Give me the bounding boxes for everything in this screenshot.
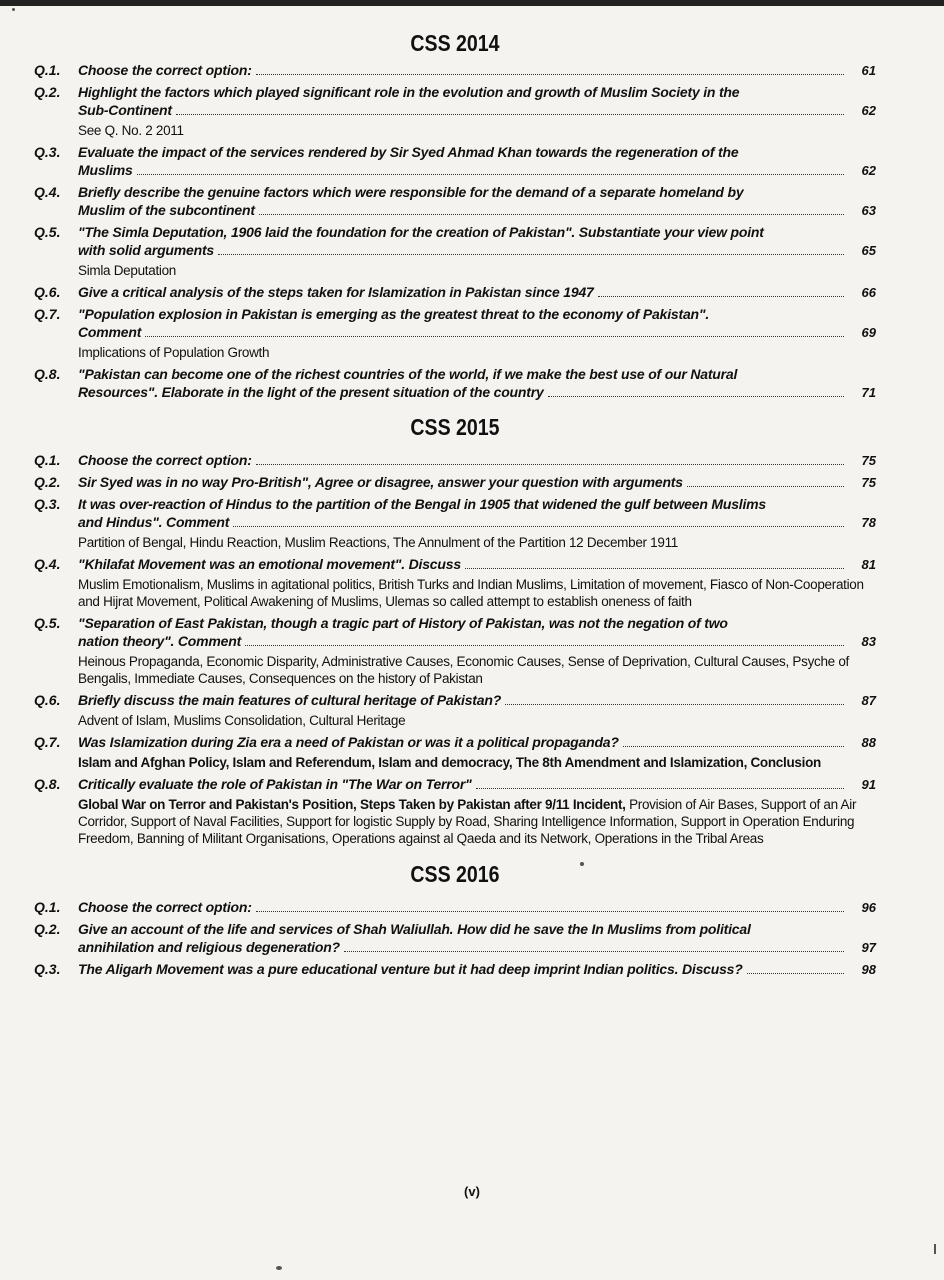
section-title: CSS 2014 bbox=[410, 30, 500, 56]
topic-note bbox=[78, 796, 876, 847]
page-ref: 88 bbox=[861, 735, 876, 750]
question-text: "Separation of East Pakistan, though a tragic part of History of Pakistan, was not the negation of two bbox=[78, 615, 728, 631]
page-ref: 71 bbox=[861, 385, 876, 400]
question-number: Q.7. bbox=[34, 734, 61, 750]
page-ref: 65 bbox=[861, 243, 876, 258]
topic-note: Advent of Islam, Muslims Consolidation, Cultural Heritage bbox=[78, 713, 406, 728]
page-ref: 61 bbox=[861, 63, 876, 78]
question-text-tail: Muslim of the subcontinent bbox=[78, 202, 255, 218]
dot-leader bbox=[747, 973, 844, 974]
question-text-tail: and Hindus". Comment bbox=[78, 514, 230, 530]
topic-note: Simla Deputation bbox=[78, 263, 177, 278]
toc-entry[interactable] bbox=[34, 920, 876, 957]
toc-entry[interactable] bbox=[34, 61, 876, 80]
page-top-border bbox=[0, 0, 944, 6]
toc-entry[interactable] bbox=[34, 775, 876, 847]
topic-note: Partition of Bengal, Hindu Reaction, Muslim Reactions, The Annulment of the Partition 12 December 1911 bbox=[78, 535, 678, 550]
topic-note: Heinous Propaganda, Economic Disparity, Administrative Causes, Economic Causes, Sense of Deprivation, Cultural Causes, Psyche of Bengalis, Immediate Causes, Consequences on the history of Pakistan bbox=[78, 654, 849, 686]
toc-entry[interactable] bbox=[34, 365, 876, 402]
page-ref: 78 bbox=[861, 515, 876, 530]
question-number: Q.1. bbox=[34, 899, 61, 915]
page-ref: 62 bbox=[861, 163, 876, 178]
question-text-tail: Sir Syed was in no way Pro-British", Agree or disagree, answer your question with arguments bbox=[78, 474, 683, 490]
question-text: "Population explosion in Pakistan is emerging as the greatest threat to the economy of Pakistan". bbox=[78, 306, 710, 322]
toc-entry[interactable] bbox=[34, 733, 876, 771]
toc-entry[interactable] bbox=[34, 223, 876, 279]
question-number: Q.5. bbox=[34, 224, 61, 240]
page-ref: 96 bbox=[861, 900, 876, 915]
dot-leader bbox=[623, 746, 844, 747]
page-ref: 91 bbox=[861, 777, 876, 792]
page-ref: 81 bbox=[861, 557, 876, 572]
toc-entry[interactable] bbox=[34, 495, 876, 551]
question-number: Q.8. bbox=[34, 366, 61, 382]
question-text-tail: The Aligarh Movement was a pure educational venture but it had deep imprint Indian politics. Discuss? bbox=[78, 961, 743, 977]
scan-speck bbox=[276, 1266, 282, 1270]
toc-entry[interactable] bbox=[34, 898, 876, 917]
dot-leader bbox=[687, 486, 844, 487]
dot-leader bbox=[256, 74, 844, 75]
question-number: Q.2. bbox=[34, 921, 61, 937]
question-number: Q.7. bbox=[34, 306, 61, 322]
question-number: Q.8. bbox=[34, 776, 61, 792]
dot-leader bbox=[476, 788, 844, 789]
toc-entry[interactable] bbox=[34, 305, 876, 361]
topic-note-rest: Provision of Air Bases, Support of an Air Corridor, Support of Naval Facilities, Support for logistic Supply by Road, Sharing Intelligence Information, Support in Operation Enduring Freedom, Banning of Militant Organisations, Operations against al Qaeda and its Network, Operations in the Tribal Areas bbox=[78, 797, 857, 846]
question-text: Give an account of the life and services of Shah Waliullah. How did he save the In Muslims from political bbox=[78, 921, 751, 937]
question-text-tail: Muslims bbox=[78, 162, 133, 178]
dot-leader bbox=[218, 254, 844, 255]
section-title: CSS 2016 bbox=[410, 861, 500, 887]
dot-leader bbox=[344, 951, 844, 952]
topic-note-bold: Global War on Terror and Pakistan's Position, Steps Taken by Pakistan after 9/11 Incident, bbox=[78, 797, 626, 812]
toc-entry[interactable] bbox=[34, 614, 876, 687]
dot-leader bbox=[505, 704, 844, 705]
question-text-tail: Comment bbox=[78, 324, 142, 340]
question-text-tail: "Khilafat Movement was an emotional movement". Discuss bbox=[78, 556, 461, 572]
dot-leader bbox=[245, 645, 844, 646]
page-ref: 83 bbox=[861, 634, 876, 649]
page-ref: 63 bbox=[861, 203, 876, 218]
question-number: Q.4. bbox=[34, 184, 61, 200]
question-text: "The Simla Deputation, 1906 laid the foundation for the creation of Pakistan". Substantiate your view point bbox=[78, 224, 764, 240]
question-text-tail: Critically evaluate the role of Pakistan in "The War on Terror" bbox=[78, 776, 472, 792]
section-title: CSS 2015 bbox=[410, 414, 500, 440]
topic-note: Implications of Population Growth bbox=[78, 345, 270, 360]
toc-entry[interactable] bbox=[34, 83, 876, 139]
toc-entry[interactable] bbox=[34, 183, 876, 220]
dot-leader bbox=[176, 114, 844, 115]
page-ref: 69 bbox=[861, 325, 876, 340]
page-number: (v) bbox=[464, 1184, 480, 1199]
question-text-tail: Choose the correct option: bbox=[78, 452, 252, 468]
dot-leader bbox=[137, 174, 844, 175]
page-ref: 66 bbox=[861, 285, 876, 300]
page-ref: 97 bbox=[861, 940, 876, 955]
toc-entry[interactable] bbox=[34, 451, 876, 470]
question-number: Q.1. bbox=[34, 452, 61, 468]
topic-note: See Q. No. 2 2011 bbox=[78, 123, 184, 138]
table-of-contents bbox=[34, 26, 876, 982]
scan-speck bbox=[580, 862, 584, 866]
dot-leader bbox=[465, 568, 844, 569]
dot-leader bbox=[145, 336, 844, 337]
page-ref: 75 bbox=[861, 475, 876, 490]
topic-note: Muslim Emotionalism, Muslims in agitational politics, British Turks and Indian Muslims, Limitation of movement, Fiasco of Non-Cooperation and Hijrat Movement, Political Awakening of Muslims, Ulemas so called attempt to establish oneness of faith bbox=[78, 577, 864, 609]
dot-leader bbox=[259, 214, 844, 215]
question-text-tail: Briefly discuss the main features of cultural heritage of Pakistan? bbox=[78, 692, 502, 708]
question-text-tail: Sub-Continent bbox=[78, 102, 172, 118]
toc-entry[interactable] bbox=[34, 555, 876, 610]
question-number: Q.5. bbox=[34, 615, 61, 631]
question-text: Evaluate the impact of the services rendered by Sir Syed Ahmad Khan towards the regeneration of the bbox=[78, 144, 739, 160]
dot-leader bbox=[256, 911, 844, 912]
question-number: Q.2. bbox=[34, 84, 61, 100]
question-text-tail: annihilation and religious degeneration? bbox=[78, 939, 340, 955]
question-text-tail: Choose the correct option: bbox=[78, 899, 252, 915]
question-number: Q.6. bbox=[34, 284, 61, 300]
question-text: Briefly describe the genuine factors which were responsible for the demand of a separate homeland by bbox=[78, 184, 744, 200]
question-text-tail: Choose the correct option: bbox=[78, 62, 252, 78]
question-text-tail: nation theory". Comment bbox=[78, 633, 242, 649]
question-text: It was over-reaction of Hindus to the partition of the Bengal in 1905 that widened the gulf between Muslims bbox=[78, 496, 767, 512]
question-text-tail: Give a critical analysis of the steps taken for Islamization in Pakistan since 1947 bbox=[78, 284, 594, 300]
page-ref: 62 bbox=[861, 103, 876, 118]
question-number: Q.3. bbox=[34, 961, 61, 977]
toc-entry[interactable] bbox=[34, 143, 876, 180]
toc-entry[interactable] bbox=[34, 691, 876, 729]
dot-leader bbox=[598, 296, 844, 297]
page-ref: 87 bbox=[861, 693, 876, 708]
toc-entry[interactable] bbox=[34, 473, 876, 492]
question-number: Q.4. bbox=[34, 556, 61, 572]
question-number: Q.1. bbox=[34, 62, 61, 78]
question-number: Q.3. bbox=[34, 144, 61, 160]
topic-note: Islam and Afghan Policy, Islam and Referendum, Islam and democracy, The 8th Amendment and Islamization, Conclusion bbox=[78, 755, 821, 770]
question-text: "Pakistan can become one of the richest countries of the world, if we make the best use of our Natural bbox=[78, 366, 738, 382]
page-ref: 98 bbox=[861, 962, 876, 977]
dot-leader bbox=[233, 526, 844, 527]
question-text: Highlight the factors which played significant role in the evolution and growth of Muslim Society in the bbox=[78, 84, 740, 100]
page-ref: 75 bbox=[861, 453, 876, 468]
question-number: Q.2. bbox=[34, 474, 61, 490]
question-text-tail: Was Islamization during Zia era a need of Pakistan or was it a political propaganda? bbox=[78, 734, 619, 750]
question-text-tail: with solid arguments bbox=[78, 242, 215, 258]
scan-speck bbox=[12, 8, 15, 11]
toc-entry[interactable] bbox=[34, 283, 876, 302]
dot-leader bbox=[548, 396, 844, 397]
question-text-tail: Resources". Elaborate in the light of the present situation of the country bbox=[78, 384, 544, 400]
question-number: Q.6. bbox=[34, 692, 61, 708]
scan-speck bbox=[934, 1244, 936, 1254]
question-number: Q.3. bbox=[34, 496, 61, 512]
dot-leader bbox=[256, 464, 844, 465]
toc-entry[interactable] bbox=[34, 960, 876, 979]
